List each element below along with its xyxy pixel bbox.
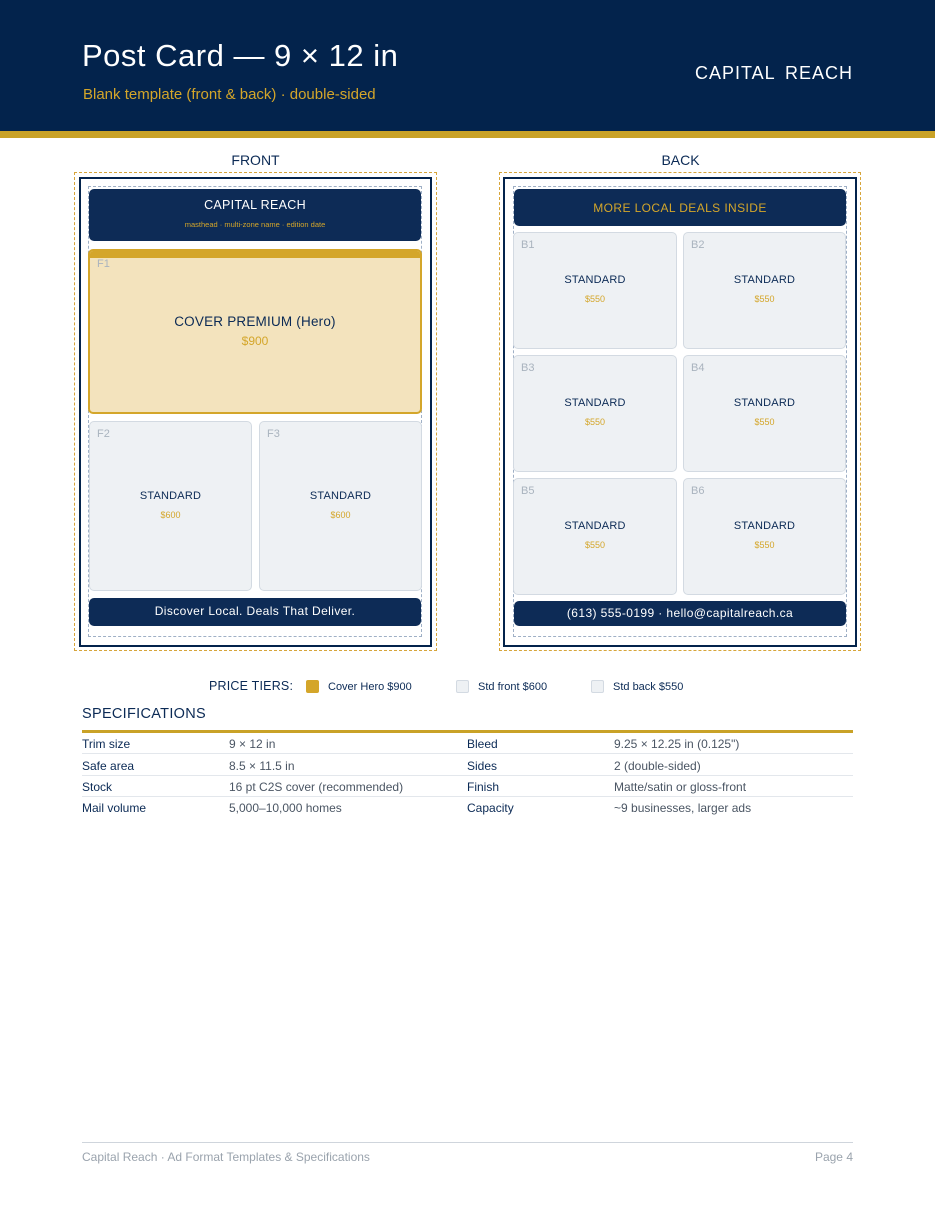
- spec-row: [82, 755, 853, 776]
- page-number: Page 4: [814, 1150, 853, 1164]
- zone-id: B1: [521, 239, 535, 251]
- masthead-title: CAPITAL REACH: [204, 198, 306, 212]
- front-label: FRONT: [231, 152, 280, 168]
- zone-name: STANDARD: [733, 397, 796, 409]
- hero-accent-bar: [90, 251, 420, 258]
- front-masthead[interactable]: [89, 189, 421, 241]
- zone-price: $550: [584, 540, 606, 550]
- zone-b1[interactable]: [513, 232, 677, 349]
- zone-id: B3: [521, 362, 535, 374]
- legend-swatch-hero: [306, 680, 319, 693]
- zone-name: COVER PREMIUM (Hero): [174, 314, 336, 329]
- spec-key: Finish: [467, 780, 500, 794]
- legend-label-front: Std front $600: [478, 681, 548, 693]
- zone-price: $550: [754, 417, 775, 427]
- spec-value: Matte/satin or gloss-front: [614, 780, 747, 794]
- legend-label-hero: Cover Hero $900: [328, 681, 412, 693]
- zone-name: STANDARD: [309, 490, 372, 502]
- zone-f3[interactable]: [259, 421, 422, 591]
- zone-b3[interactable]: [513, 355, 677, 472]
- zone-id: B2: [691, 239, 705, 251]
- spec-row: [82, 776, 853, 797]
- zone-name: STANDARD: [564, 397, 626, 409]
- zone-name: STANDARD: [564, 274, 626, 286]
- spec-key: Stock: [82, 780, 113, 794]
- spec-key: Bleed: [467, 737, 498, 751]
- back-footer-bar[interactable]: [514, 601, 846, 626]
- spec-key: Sides: [467, 759, 498, 773]
- spec-value: ~9 businesses, larger ads: [614, 801, 752, 815]
- zone-f2[interactable]: [89, 421, 252, 591]
- spec-row: [82, 797, 853, 818]
- zone-id: B5: [521, 485, 535, 497]
- zone-b2[interactable]: [683, 232, 846, 349]
- masthead-subtitle: masthead · multi-zone name · edition date: [184, 220, 326, 229]
- zone-b5[interactable]: [513, 478, 677, 595]
- footer-document-title: Capital Reach · Ad Format Templates & Specifications: [82, 1150, 370, 1164]
- back-top-bar[interactable]: [514, 189, 846, 226]
- spec-value: 5,000–10,000 homes: [229, 801, 342, 815]
- legend-swatch-back: [591, 680, 604, 693]
- page-title: Post Card — 9 × 12 in: [82, 38, 399, 73]
- back-label: BACK: [661, 152, 700, 168]
- footer-rule: [82, 1142, 853, 1143]
- spec-value: 2 (double-sided): [614, 759, 701, 773]
- zone-price: $600: [330, 510, 351, 520]
- zone-id: F3: [267, 428, 280, 440]
- legend-label-back: Std back $550: [613, 681, 684, 693]
- zone-id: B4: [691, 362, 705, 374]
- zone-id: F2: [97, 428, 110, 440]
- back-top-bar-text: MORE LOCAL DEALS INSIDE: [593, 201, 767, 215]
- zone-price: $900: [241, 334, 269, 348]
- spec-value: 16 pt C2S cover (recommended): [229, 780, 404, 794]
- zone-price: $550: [754, 294, 775, 304]
- specs-title: SPECIFICATIONS: [82, 706, 206, 722]
- front-tagline: Discover Local. Deals That Deliver.: [154, 604, 356, 618]
- spec-key: Safe area: [82, 759, 135, 773]
- zone-b6[interactable]: [683, 478, 846, 595]
- legend-swatch-front: [456, 680, 469, 693]
- zone-name: STANDARD: [564, 520, 626, 532]
- zone-price: $600: [160, 510, 181, 520]
- spec-value: 9 × 12 in: [229, 737, 276, 751]
- zone-price: $550: [754, 540, 775, 550]
- zone-b4[interactable]: [683, 355, 846, 472]
- front-footer-bar[interactable]: [89, 598, 421, 626]
- spec-key: Capacity: [467, 801, 514, 815]
- zone-id: B6: [691, 485, 705, 497]
- zone-price: $550: [584, 294, 606, 304]
- spec-value: 9.25 × 12.25 in (0.125"): [614, 737, 740, 751]
- spec-key: Trim size: [82, 737, 131, 751]
- brand-name: CAPITAL REACH: [694, 63, 853, 83]
- zone-name: STANDARD: [139, 490, 202, 502]
- header-gold-rule: [0, 131, 935, 138]
- back-contact-line: (613) 555-0199 · hello@capitalreach.ca: [566, 606, 794, 620]
- price-tiers-title: PRICE TIERS:: [209, 679, 294, 693]
- zone-id: F1: [97, 258, 110, 270]
- zone-name: STANDARD: [733, 520, 796, 532]
- zone-f1-hero[interactable]: [88, 249, 422, 414]
- spec-row: [82, 733, 853, 754]
- spec-key: Mail volume: [82, 801, 147, 815]
- zone-price: $550: [584, 417, 606, 427]
- zone-name: STANDARD: [733, 274, 796, 286]
- spec-value: 8.5 × 11.5 in: [229, 759, 295, 773]
- page-subtitle: Blank template (front & back) · double-sided: [83, 86, 376, 103]
